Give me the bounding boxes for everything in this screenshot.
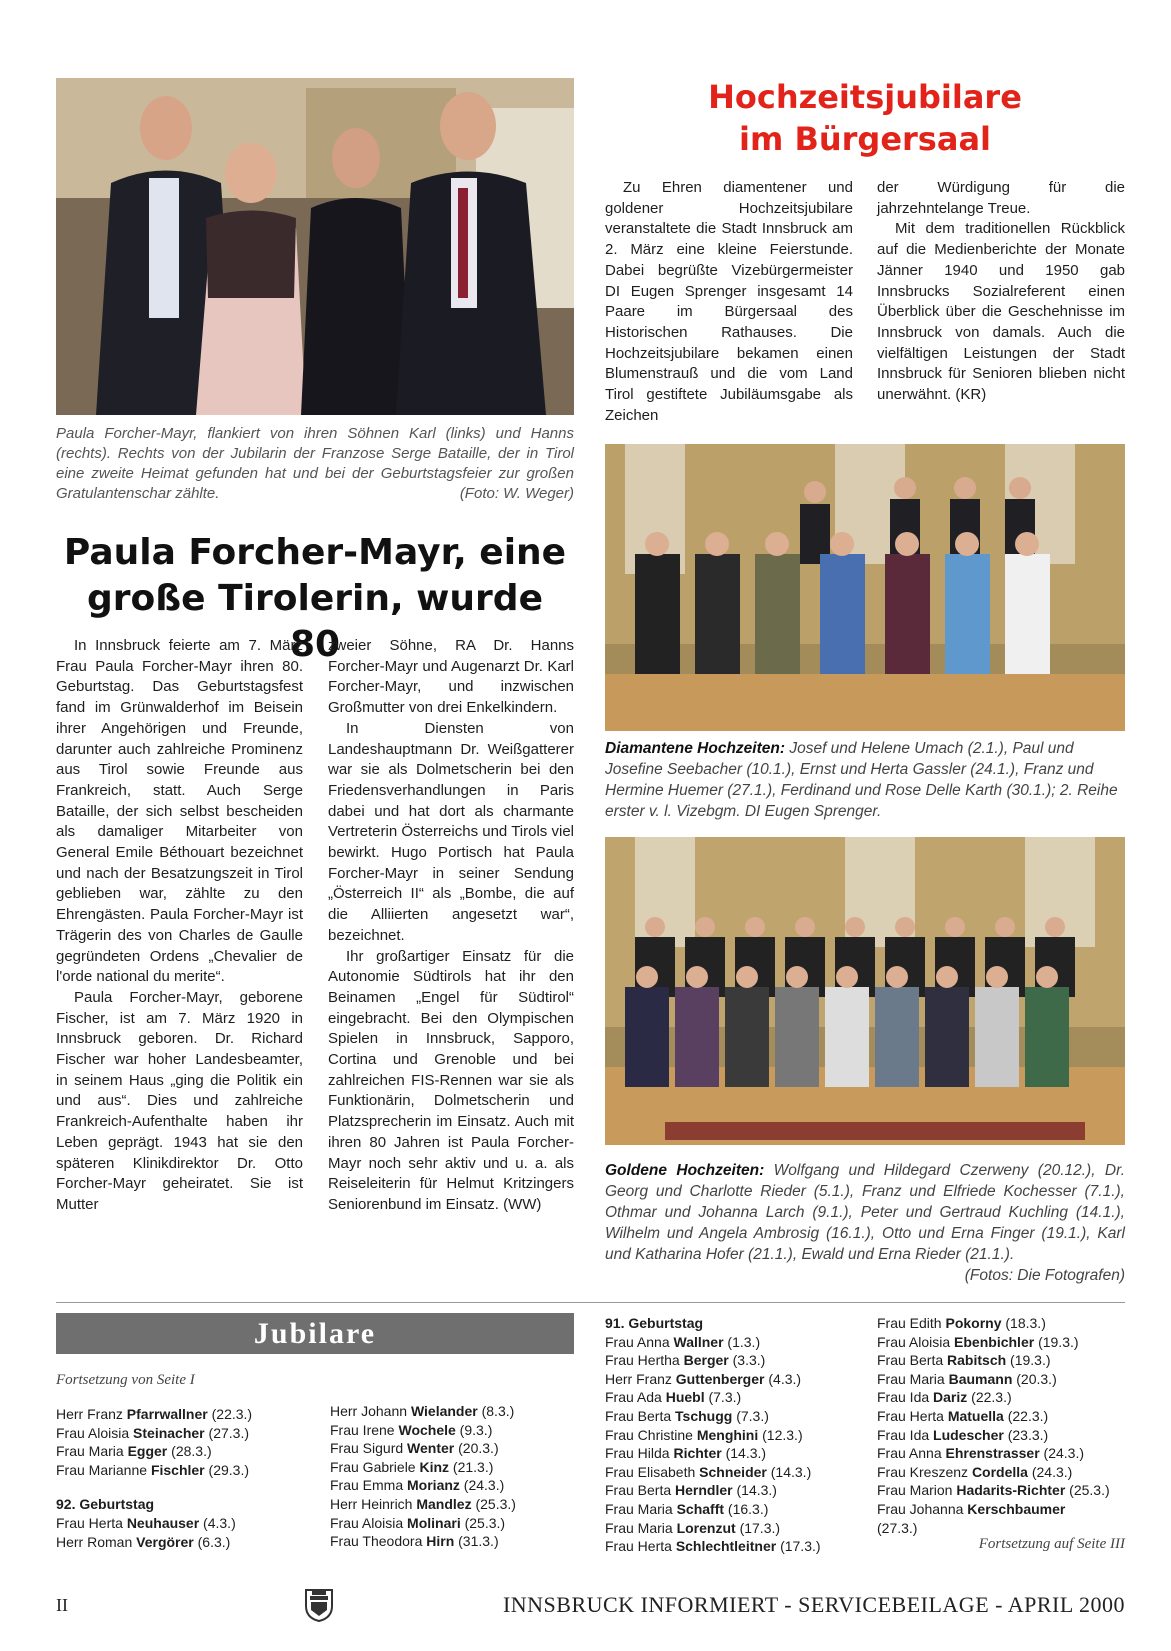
birthday-group-heading: 92. Geburtstag xyxy=(56,1496,155,1513)
jubilar-surname: Wochele xyxy=(398,1421,456,1438)
jubilar-entry: Frau Sigurd Wenter (20.3.) xyxy=(330,1440,499,1457)
jubilar-surname: Schneider xyxy=(699,1463,767,1480)
jubilar-surname: Menghini xyxy=(696,1426,759,1443)
jubilar-surname: Wallner xyxy=(673,1333,724,1350)
portrait-photo-illustration xyxy=(56,78,574,415)
article2-title-line2: im Bürgersaal xyxy=(739,120,991,158)
jubilar-entry: Frau Elisabeth Schneider (14.3.) xyxy=(605,1463,812,1480)
jubilar-entry: Frau Theodora Hirn (31.3.) xyxy=(330,1533,499,1550)
jubilar-surname: Wielander xyxy=(410,1403,478,1419)
jubilar-entry: Frau Maria Egger (28.3.) xyxy=(56,1443,212,1460)
diamond-caption-text: Josef und Helene Umach (2.1.), Paul und Josefine Seebacher (10.1.), Ernst und Herta Gassler (24.1.), Franz und Hermine Huemer (27.1.), Ferdinand und Rose Delle Karth (30.1.); 2. Reihe erster v. l. Vizebgm. DI Eugen Sprenger. xyxy=(605,740,1118,820)
portrait-caption-credit: (Foto: W. Weger) xyxy=(459,485,574,502)
article1-paragraph: In Innsbruck feierte am 7. März Frau Paula Forcher-Mayr ihren 80. Geburtstag. Das Geburtstagsfest fand im Grünwalderhof im Beisein ihrer Angehörigen und Freunde, darunter auch zahlreiche Prominenz aus Tirol sowie Freunde aus Frankreich, statt. Auch Serge Bataille, der sich selbst bescheiden als damaliger Mitarbeiter von General Emile Béthouart bezeichnet und nach der Besatzungszeit in Tirol geblieben war, zählte zu den Ehrengästen. Paula Forcher-Mayr ist Trägerin des von Charles de Gaulle gegründeten Ordens „Chevalier de l'orde national du merite“. xyxy=(56,637,303,986)
jubilar-surname: Pfarrwallner xyxy=(126,1406,208,1422)
jubilar-surname: Egger xyxy=(127,1443,168,1460)
article1-column2 xyxy=(328,636,574,1216)
diamond-caption-label: Diamantene Hochzeiten: xyxy=(605,740,786,757)
jubilare-column1 xyxy=(56,1405,306,1551)
jubilar-surname: Hadarits-Richter xyxy=(956,1482,1066,1499)
article2-title-line1: Hochzeitsjubilare xyxy=(708,78,1022,116)
golden-caption-credit: (Fotos: Die Fotografen) xyxy=(964,1267,1125,1284)
article2-title xyxy=(605,76,1125,160)
jubilar-entry: Frau Aloisia Steinacher (27.3.) xyxy=(56,1424,249,1441)
continued-to-note: Fortsetzung auf Seite III xyxy=(978,1536,1125,1552)
jubilar-surname: Mandlez xyxy=(416,1495,472,1512)
jubilar-entry: Frau Herta Neuhauser (4.3.) xyxy=(56,1514,236,1531)
jubilar-surname: Morianz xyxy=(407,1477,460,1494)
jubilar-surname: Schafft xyxy=(676,1500,725,1517)
jubilar-entry: Frau Emma Morianz (24.3.) xyxy=(330,1477,505,1494)
jubilar-surname: Schlechtleitner xyxy=(675,1538,777,1555)
jubilar-surname: Richter xyxy=(673,1445,722,1462)
jubilar-entry: Frau Irene Wochele (9.3.) xyxy=(330,1421,493,1438)
jubilar-entry: Frau Marianne Fischler (29.3.) xyxy=(56,1461,249,1478)
page-number: II xyxy=(56,1595,68,1615)
jubilar-entry: Herr Franz Guttenberger (4.3.) xyxy=(605,1370,802,1387)
golden-caption-label: Goldene Hochzeiten: xyxy=(605,1162,765,1179)
jubilare-column4 xyxy=(877,1314,1127,1537)
article1-paragraph: Paula Forcher-Mayr, geborene Fischer, ist am 7. März 1920 in Innsbruck geboren. Dr. Richard Fischer war hoher Landesbeamter, in seinem Haus „ging die Politik ein und aus“. Dies und zahlreiche Frankreich-Aufenthalte haben ihr Leben geprägt. 1943 hat sie den späteren Klinikdirektor Dr. Otto Forcher-Mayr geheiratet. Sie ist Mutter xyxy=(56,988,303,1213)
jubilar-surname: Matuella xyxy=(947,1407,1004,1424)
jubilar-entry: Frau Ida Dariz (22.3.) xyxy=(877,1389,1012,1406)
jubilare-banner xyxy=(56,1313,574,1354)
jubilar-surname: Kerschbaumer xyxy=(967,1500,1066,1517)
jubilar-entry: Frau Christine Menghini (12.3.) xyxy=(605,1426,803,1443)
jubilar-entry: Frau Herta Schlechtleitner (17.3.) xyxy=(605,1538,821,1555)
jubilar-surname: Vergörer xyxy=(136,1533,194,1550)
jubilar-surname: Tschugg xyxy=(675,1407,733,1424)
jubilar-surname: Huebl xyxy=(665,1389,705,1406)
jubilar-entry: Frau Hilda Richter (14.3.) xyxy=(605,1445,767,1462)
birthday-group-heading: 91. Geburtstag xyxy=(605,1315,704,1331)
jubilar-entry: Frau Gabriele Kinz (21.3.) xyxy=(330,1458,494,1475)
jubilar-entry: Frau Edith Pokorny (18.3.) xyxy=(877,1315,1046,1331)
jubilar-surname: Ludescher xyxy=(933,1426,1004,1443)
jubilar-entry: Frau Ada Huebl (7.3.) xyxy=(605,1389,742,1406)
jubilar-surname: Pokorny xyxy=(945,1315,1002,1331)
jubilar-surname: Dariz xyxy=(933,1389,968,1406)
jubilar-entry: Frau Maria Baumann (20.3.) xyxy=(877,1370,1057,1387)
jubilar-entry: Herr Johann Wielander (8.3.) xyxy=(330,1403,515,1419)
jubilar-surname: Fischler xyxy=(150,1461,205,1478)
jubilare-column2 xyxy=(330,1402,580,1551)
jubilar-entry: Herr Franz Pfarrwallner (22.3.) xyxy=(56,1406,253,1422)
article2-paragraph: der Würdigung für die jahrzehntelange Treue. xyxy=(877,179,1125,217)
jubilar-surname: Berger xyxy=(683,1352,729,1369)
jubilar-entry: Frau Berta Rabitsch (19.3.) xyxy=(877,1352,1051,1369)
jubilar-surname: Baumann xyxy=(948,1370,1013,1387)
jubilar-surname: Wenter xyxy=(407,1440,455,1457)
article1-paragraph: zweier Söhne, RA Dr. Hanns Forcher-Mayr und Augenarzt Dr. Karl Forcher-Mayr, und inzwischen Großmutter von drei Enkelkindern. xyxy=(328,637,574,717)
jubilar-surname: Ehrenstrasser xyxy=(945,1445,1040,1462)
jubilar-surname: Kinz xyxy=(419,1458,450,1475)
jubilar-surname: Hirn xyxy=(426,1533,455,1550)
jubilar-entry: Frau Hertha Berger (3.3.) xyxy=(605,1352,766,1369)
article2-paragraph: Mit dem traditionellen Rückblick auf die Medienberichte der Monate Jänner 1940 und 1950 gab Innsbrucks Sozialreferent einen Überblick über die Geschehnisse im Innsbruck von damals. Auch die vielfältigen Leistungen der Stadt Innsbruck für Senioren blieben nicht unerwähnt. (KR) xyxy=(877,220,1125,404)
jubilar-surname: Molinari xyxy=(407,1514,461,1531)
golden-caption xyxy=(605,1160,1125,1286)
portrait-caption xyxy=(56,424,574,504)
jubilar-surname: Cordella xyxy=(971,1463,1028,1480)
jubilar-entry: Herr Heinrich Mandlez (25.3.) xyxy=(330,1495,516,1512)
article1-title-line2: große Tirolerin, wurde 80 xyxy=(87,578,543,665)
article1-paragraph: Ihr großartiger Einsatz für die Autonomie Südtirols hat ihr den Beinamen „Engel für Südtirol“ eingebracht. Bei den Olympischen Spielen in Innsbruck, Sapporo, Cortina und Grenoble und bei zahlreichen FIS-Rennen war sie als Funktionärin, Dolmetscherin und Platzsprecherin im Einsatz. Auch mit ihren 80 Jahren ist Paula Forcher-Mayr noch sehr aktiv und u. a. als Reiseleiterin für Helmut Kritzingers Seniorenbund im Einsatz. (WW) xyxy=(328,947,574,1213)
golden-caption-text: Wolfgang und Hildegard Czerweny (20.12.), Dr. Georg und Charlotte Rieder (5.1.), Franz und Elfriede Kochesser (7.1.), Othmar und Johanna Larch (9.1.), Peter und Gertraud Kuchling (14.1.), Wilhelm und Angela Ambrosig (16.1.), Otto und Erna Finger (19.1.), Karl und Katharina Hofer (21.1.), Ewald und Erna Rieder (21.1.). xyxy=(605,1162,1126,1263)
section-divider xyxy=(56,1302,1125,1303)
article2-column2 xyxy=(877,178,1125,406)
city-crest-icon xyxy=(304,1588,334,1622)
jubilar-entry: Frau Kreszenz Cordella (24.3.) xyxy=(877,1463,1073,1480)
jubilar-surname: Steinacher xyxy=(133,1424,205,1441)
jubilar-entry: Frau Aloisia Molinari (25.3.) xyxy=(330,1514,506,1531)
article1-title-line1: Paula Forcher-Mayr, eine xyxy=(63,532,567,573)
diamond-wedding-photo xyxy=(605,444,1125,731)
portrait-caption-text: Paula Forcher-Mayr, flankiert von ihren Söhnen Karl (links) und Hanns (rechts). Rechts von der Jubilarin der Franzose Serge Bataille, der in Tirol eine zweite Heimat gefunden hat und bei der Geburtstagsfeier zur großen Gratulantenschar zählte. xyxy=(56,425,574,502)
jubilar-entry: Frau Johanna Kerschbaumer xyxy=(877,1500,1066,1517)
jubilar-entry: Frau Berta Tschugg (7.3.) xyxy=(605,1407,769,1424)
jubilar-surname: Herndler xyxy=(675,1482,733,1499)
jubilar-entry: Herr Roman Vergörer (6.3.) xyxy=(56,1533,231,1550)
jubilar-entry: Frau Berta Herndler (14.3.) xyxy=(605,1482,777,1499)
golden-wedding-illustration xyxy=(605,837,1125,1145)
jubilar-entry: Frau Anna Wallner (1.3.) xyxy=(605,1333,761,1350)
jubilar-surname: Ebenbichler xyxy=(954,1333,1035,1350)
article1-paragraph: In Diensten von Landeshauptmann Dr. Weißgatterer war sie als Dolmetscherin bei den Friedensverhandlungen in Paris dabei und hat dort als charmante Vertreterin Österreichs und Tirols viel bewirkt. Hugo Portisch hat Paula Forcher-Mayr in seiner Sendung „Österreich II“ als „Bombe, die auf die Alliierten angesetzt war“, bezeichnet. xyxy=(328,719,574,944)
article1-column1 xyxy=(56,636,303,1216)
jubilar-surname: Rabitsch xyxy=(947,1352,1007,1369)
continued-from-note: Fortsetzung von Seite I xyxy=(56,1372,195,1388)
jubilar-entry: Frau Maria Lorenzut (17.3.) xyxy=(605,1519,781,1536)
jubilar-entry: Frau Maria Schafft (16.3.) xyxy=(605,1500,769,1517)
jubilar-entry: Frau Herta Matuella (22.3.) xyxy=(877,1407,1049,1424)
jubilar-entry: Frau Anna Ehrenstrasser (24.3.) xyxy=(877,1445,1085,1462)
jubilare-title: Jubilare xyxy=(253,1317,377,1350)
article2-column1 xyxy=(605,178,853,426)
jubilar-surname: Lorenzut xyxy=(676,1519,736,1536)
jubilar-entry: Frau Marion Hadarits-Richter (25.3.) xyxy=(877,1482,1110,1499)
jubilar-entry: Frau Ida Ludescher (23.3.) xyxy=(877,1426,1049,1443)
diamond-caption xyxy=(605,738,1125,822)
jubilare-column3 xyxy=(605,1314,865,1556)
jubilar-entry: Frau Aloisia Ebenbichler (19.3.) xyxy=(877,1333,1079,1350)
jubilar-surname: Guttenberger xyxy=(675,1370,765,1387)
footer-title: INNSBRUCK INFORMIERT - SERVICEBEILAGE - APRIL 2000 xyxy=(502,1592,1125,1617)
golden-wedding-photo xyxy=(605,837,1125,1145)
jubilar-surname: Neuhauser xyxy=(126,1514,200,1531)
article2-paragraph: Zu Ehren diamentener und goldener Hochzeitsjubilare veranstaltete die Stadt Innsbruck am 2. März eine kleine Feierstunde. Dabei begrüßte Vizebürgermeister DI Eugen Sprenger insgesamt 14 Paare im Bürgersaal des Historischen Rathauses. Die Hochzeitsjubilare bekamen einen Blumenstrauß und die vom Land Tirol gestiftete Jubiläumsgabe als Zeichen xyxy=(605,179,853,424)
diamond-wedding-illustration xyxy=(605,444,1125,731)
portrait-photo xyxy=(56,78,574,415)
jubilar-entry-date: (27.3.) xyxy=(877,1519,918,1536)
